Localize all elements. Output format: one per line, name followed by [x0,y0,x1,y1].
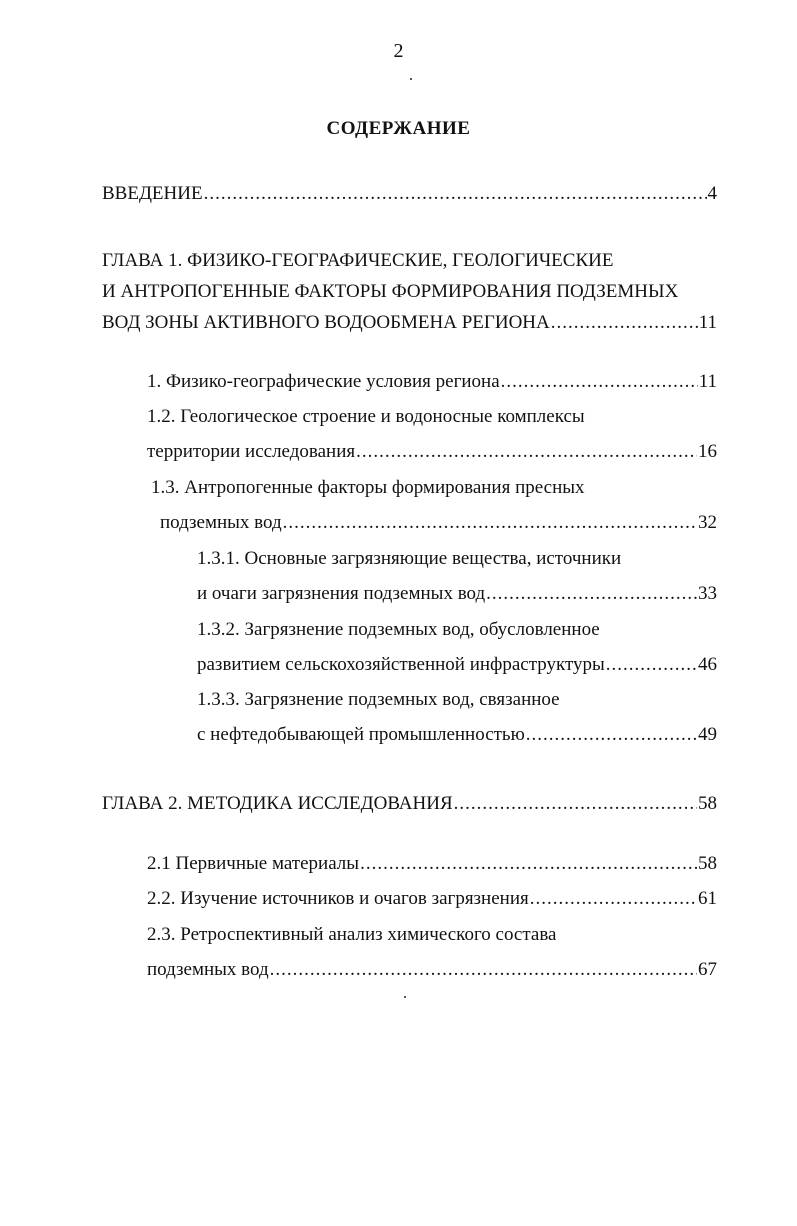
toc-entry-page: 58 [698,853,717,874]
toc-section-1-3-2-line-1: 1.3.2. Загрязнение подземных вод, обусловленное [197,619,600,640]
toc-section-1-3-3 [197,724,717,746]
toc-section-1-1 [147,371,717,393]
toc-entry-label: ГЛАВА 2. МЕТОДИКА ИССЛЕДОВАНИЯ [102,793,453,814]
scan-speck [404,996,406,998]
toc-section-2-3-line-1: 2.3. Ретроспективный анализ химического состава [147,924,557,945]
toc-entry-label: 2.2. Изучение источников и очагов загрязнения [147,888,529,909]
toc-leader [606,654,697,676]
toc-leader [501,371,698,393]
toc-entry-intro [102,183,717,205]
toc-leader [530,888,697,910]
toc-entry-label: ВВЕДЕНИЕ [102,183,203,204]
toc-leader [356,441,697,463]
toc-chapter-1-line-1: ГЛАВА 1. ФИЗИКО-ГЕОГРАФИЧЕСКИЕ, ГЕОЛОГИЧЕСКИЕ [102,250,614,271]
toc-entry-label: развитием сельскохозяйственной инфраструктуры [197,654,605,675]
toc-section-1-3-3-line-1: 1.3.3. Загрязнение подземных вод, связанное [197,689,560,710]
toc-entry-page: 46 [698,654,717,675]
toc-entry-label: с нефтедобывающей промышленностью [197,724,525,745]
toc-entry-label: территории исследования [147,441,356,462]
toc-entry-label: и очаги загрязнения подземных вод [197,583,486,604]
toc-section-1-2 [147,441,717,463]
toc-section-1-3-line-1: 1.3. Антропогенные факторы формирования пресных [151,477,585,498]
page-title: СОДЕРЖАНИЕ [326,118,471,139]
toc-leader [270,959,697,981]
toc-chapter-1 [102,312,717,334]
toc-entry-page: 33 [698,583,717,604]
toc-section-1-3-1-line-1: 1.3.1. Основные загрязняющие вещества, источники [197,548,622,569]
toc-leader [526,724,697,746]
toc-entry-page: 67 [698,959,717,980]
toc-section-1-3-2 [197,654,717,676]
toc-leader [283,512,697,534]
toc-leader [360,853,697,875]
toc-section-2-1 [147,853,717,875]
toc-section-2-2 [147,888,717,910]
toc-leader [454,793,697,815]
toc-chapter-1-line-2: И АНТРОПОГЕННЫЕ ФАКТОРЫ ФОРМИРОВАНИЯ ПОДЗЕМНЫХ [102,281,679,302]
toc-entry-page: 11 [698,312,717,333]
toc-entry-page: 61 [698,888,717,909]
toc-entry-label: 1. Физико-географические условия региона [147,371,500,392]
toc-entry-page: 16 [698,441,717,462]
toc-chapter-2 [102,793,717,815]
toc-entry-label: ВОД ЗОНЫ АКТИВНОГО ВОДООБМЕНА РЕГИОНА [102,312,550,333]
toc-leader [551,312,698,334]
page-number: 2 [393,40,404,62]
toc-entry-page: 4 [707,183,717,204]
toc-entry-page: 49 [698,724,717,745]
toc-entry-page: 58 [698,793,717,814]
toc-entry-label: подземных вод [147,959,269,980]
toc-leader [204,183,707,205]
toc-entry-label: 2.1 Первичные материалы [147,853,360,874]
toc-entry-page: 11 [698,371,717,392]
toc-section-1-3-1 [197,583,717,605]
toc-entry-label: подземных вод [160,512,282,533]
scan-speck [410,78,412,80]
toc-section-1-3 [160,512,717,534]
toc-section-2-3 [147,959,717,981]
toc-section-1-2-line-1: 1.2. Геологическое строение и водоносные комплексы [147,406,585,427]
toc-entry-page: 32 [698,512,717,533]
toc-leader [486,583,697,605]
